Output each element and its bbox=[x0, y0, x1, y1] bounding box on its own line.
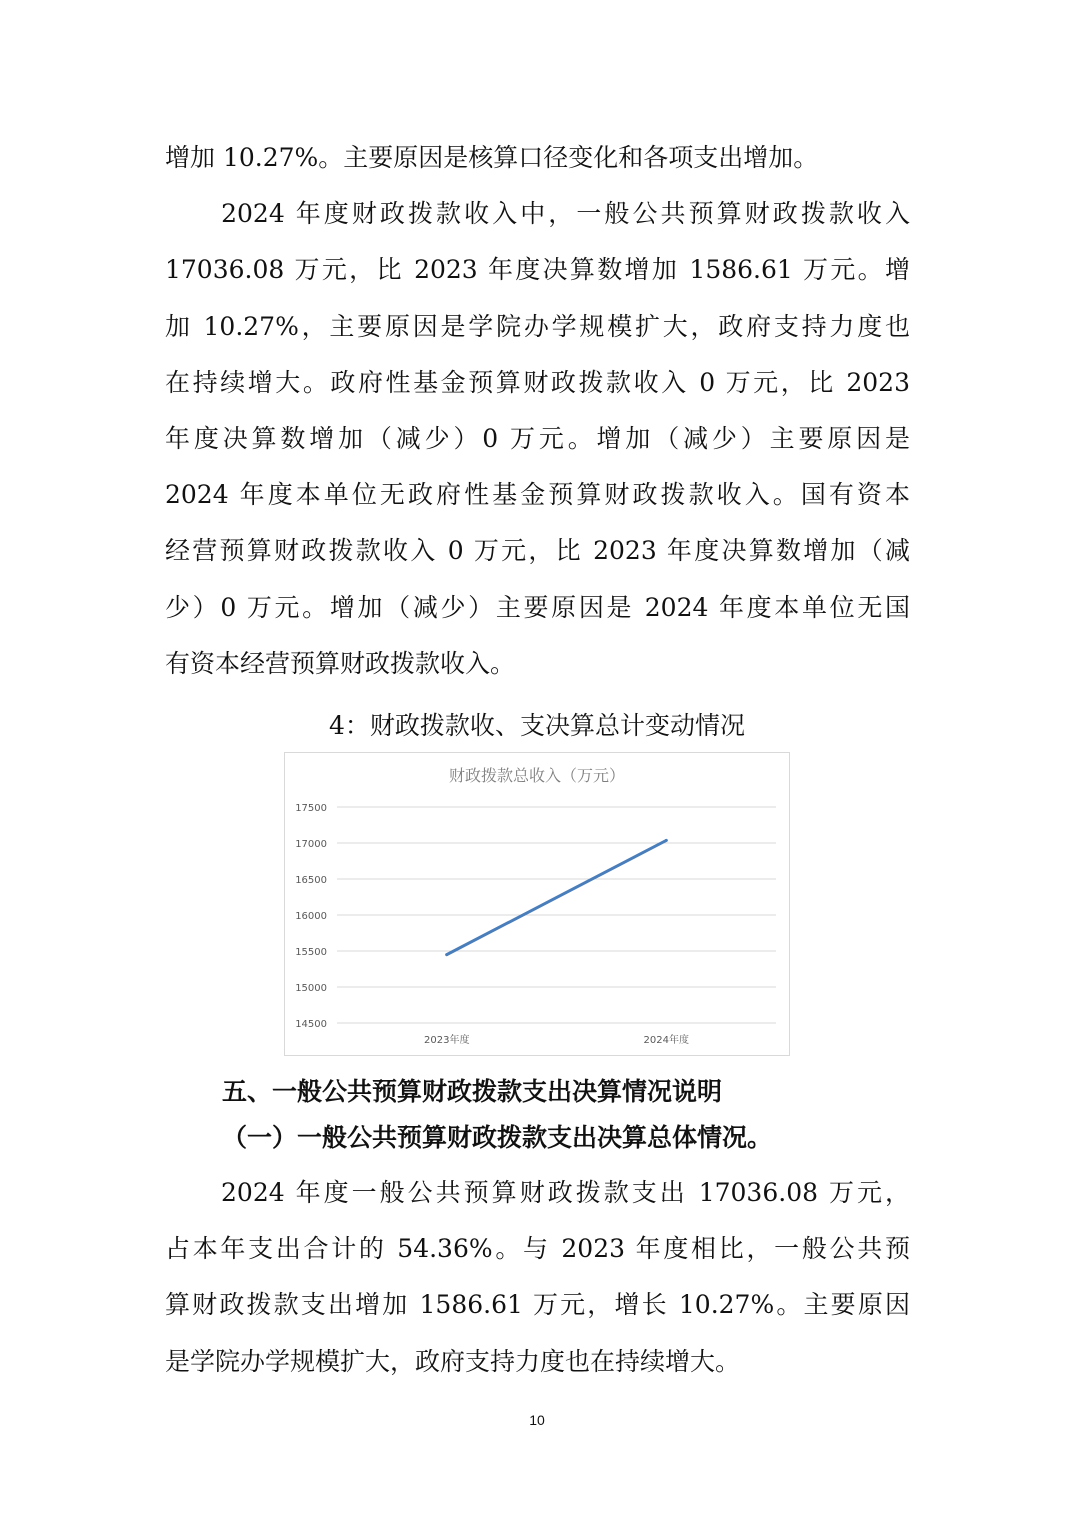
x-tick-label: 2023年度 bbox=[424, 1035, 470, 1046]
page-number: 10 bbox=[529, 1412, 545, 1428]
series-line bbox=[447, 840, 667, 954]
text-line: 经营预算财政拨款收入 0 万元，比 2023 年度决算数增加（减 bbox=[165, 536, 910, 566]
y-tick-label: 16500 bbox=[295, 875, 327, 886]
data-point bbox=[665, 839, 668, 842]
text-line: 2024 年度本单位无政府性基金预算财政拨款收入。国有资本 bbox=[165, 480, 910, 510]
text-line: 算财政拨款支出增加 1586.61 万元，增长 10.27%。主要原因 bbox=[165, 1290, 910, 1320]
data-point bbox=[445, 953, 448, 956]
text-line: 年度决算数增加（减少）0 万元。增加（减少）主要原因是 bbox=[165, 424, 910, 453]
text-line: 2024 年度一般公共预算财政拨款支出 17036.08 万元， bbox=[165, 1178, 910, 1207]
y-tick-label: 15500 bbox=[295, 947, 327, 958]
y-tick-label: 14500 bbox=[295, 1019, 327, 1030]
text-line: 增加 10.27%。主要原因是核算口径变化和各项支出增加。 bbox=[165, 143, 819, 172]
y-tick-label: 17500 bbox=[295, 803, 327, 814]
text-line: 在持续增大。政府性基金预算财政拨款收入 0 万元，比 2023 bbox=[165, 367, 910, 397]
y-tick-label: 17000 bbox=[295, 839, 327, 850]
text-line: 占本年支出合计的 54.36%。与 2023 年度相比，一般公共预 bbox=[165, 1234, 910, 1264]
y-tick-label: 15000 bbox=[295, 983, 327, 994]
text-line: 是学院办学规模扩大，政府支持力度也在持续增大。 bbox=[165, 1346, 741, 1376]
chart-caption: 4：财政拨款收、支决算总计变动情况 bbox=[329, 711, 745, 740]
text-line: 17036.08 万元，比 2023 年度决算数增加 1586.61 万元。增 bbox=[165, 255, 910, 285]
chart bbox=[284, 752, 790, 1056]
subsection-heading: （一）一般公共预算财政拨款支出决算总体情况。 bbox=[222, 1123, 773, 1152]
chart-title: 财政拨款总收入（万元） bbox=[448, 766, 626, 785]
line-chart-svg bbox=[285, 753, 789, 1055]
y-tick-label: 16000 bbox=[295, 911, 327, 922]
section-heading: 五、一般公共预算财政拨款支出决算情况说明 bbox=[222, 1077, 723, 1106]
x-tick-label: 2024年度 bbox=[643, 1035, 689, 1046]
text-line: 有资本经营预算财政拨款收入。 bbox=[165, 648, 516, 678]
text-line: 少）0 万元。增加（减少）主要原因是 2024 年度本单位无国 bbox=[165, 592, 910, 622]
text-line: 加 10.27%，主要原因是学院办学规模扩大，政府支持力度也 bbox=[165, 311, 910, 341]
text-line: 2024 年度财政拨款收入中，一般公共预算财政拨款收入 bbox=[165, 199, 910, 229]
